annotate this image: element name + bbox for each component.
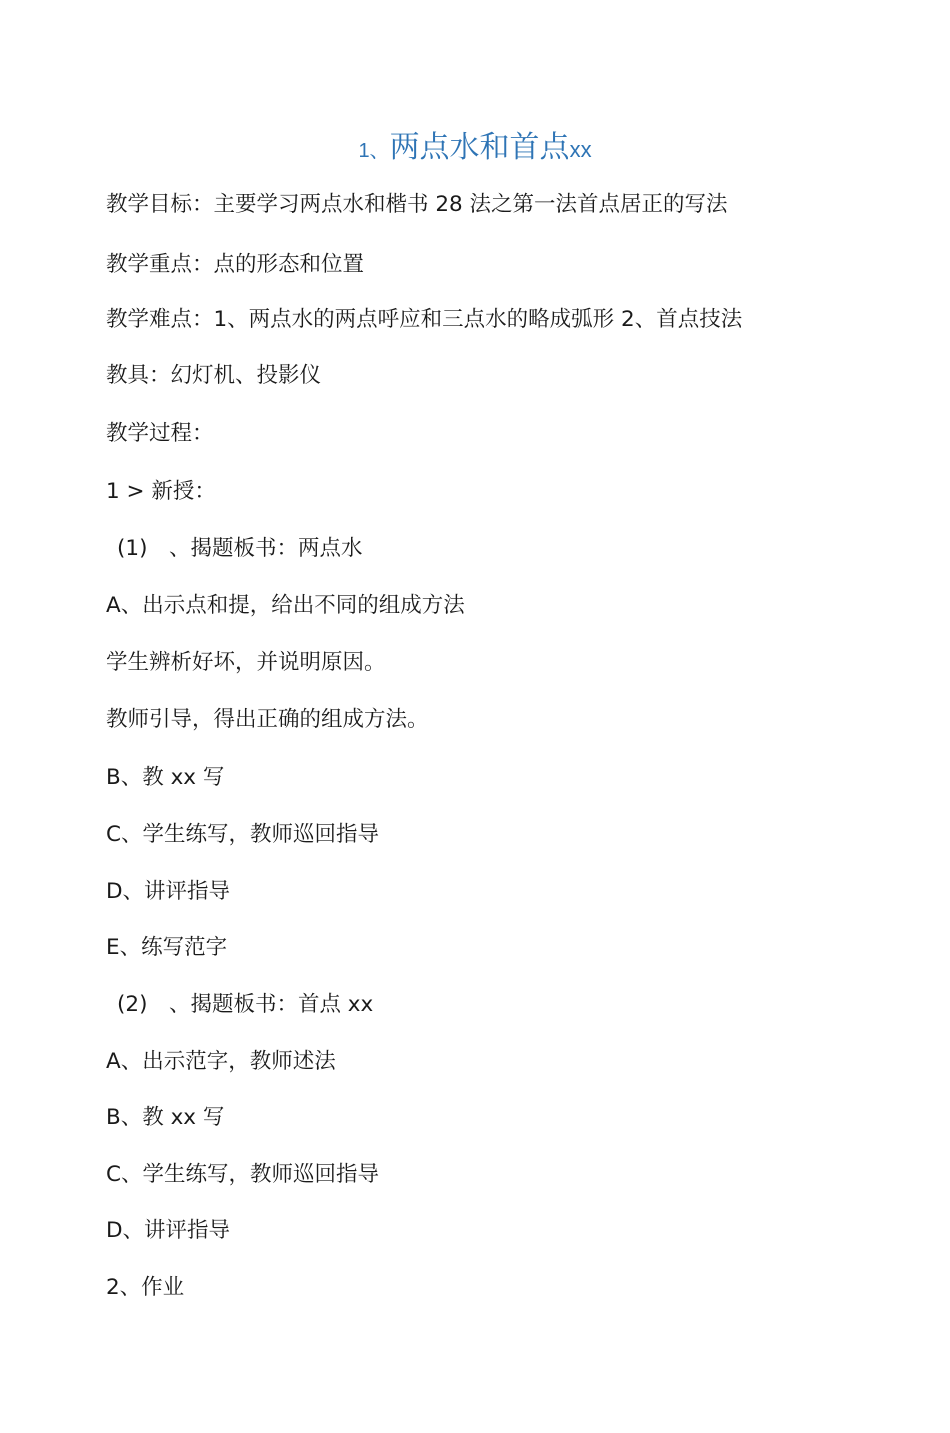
list-item: E、练写范字 — [106, 935, 228, 960]
list-item: D、讲评指导 — [106, 1218, 231, 1243]
title-number: 1、 — [358, 140, 390, 162]
list-item: 教师引导，得出正确的组成方法。 — [106, 707, 429, 732]
title-suffix: xx — [569, 137, 592, 162]
list-item: B、教 xx 写 — [106, 765, 225, 790]
list-item: C、学生练写，教师巡回指导 — [106, 1162, 380, 1187]
list-item: A、出示范字，教师述法 — [106, 1049, 336, 1074]
document-title — [0, 126, 950, 173]
list-item: B、教 xx 写 — [106, 1105, 225, 1130]
title-main: 两点水和首点 — [389, 130, 570, 165]
list-item: C、学生练写，教师巡回指导 — [106, 822, 380, 847]
teaching-process: 教学过程： — [106, 421, 214, 446]
teaching-focus: 教学重点：点的形态和位置 — [106, 252, 365, 277]
list-item: 学生辨析好坏，并说明原因。 — [106, 650, 386, 675]
section-new-lesson: 1 > 新授： — [106, 479, 216, 504]
subsection-2: (2) 、揭题板书：首点 xx — [117, 992, 374, 1017]
subsection-1: (1) 、揭题板书：两点水 — [117, 536, 363, 561]
section-homework: 2、作业 — [106, 1275, 185, 1300]
teaching-difficulty: 教学难点：1、两点水的两点呼应和三点水的略成弧形 2、首点技法 — [106, 307, 743, 332]
teaching-goal: 教学目标：主要学习两点水和楷书 28 法之第一法首点居正的写法 — [106, 192, 728, 217]
list-item: D、讲评指导 — [106, 879, 231, 904]
list-item: A、出示点和提，给出不同的组成方法 — [106, 593, 465, 618]
teaching-tools: 教具：幻灯机、投影仪 — [106, 363, 322, 388]
